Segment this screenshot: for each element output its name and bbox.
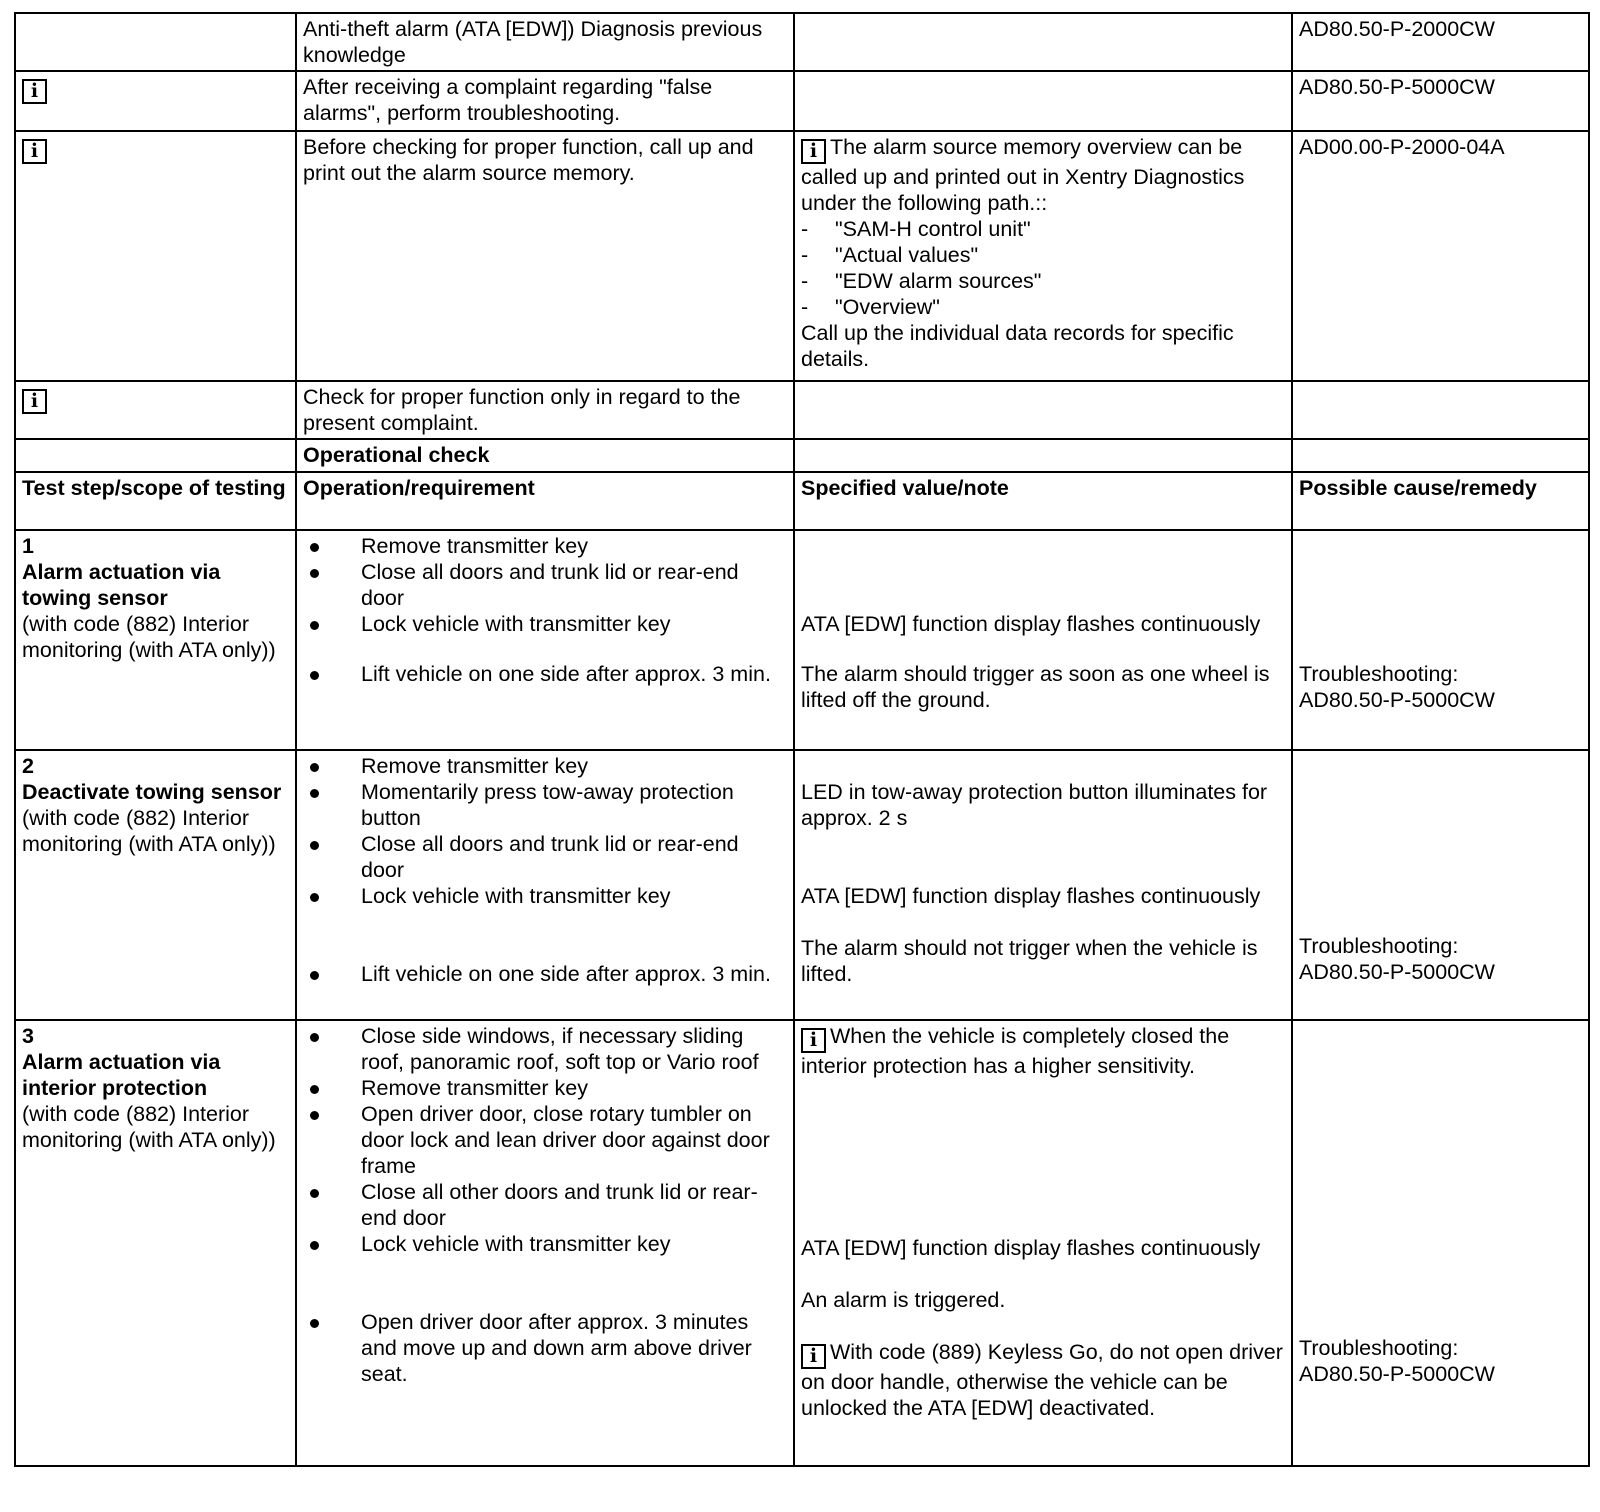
remedy-label: Troubleshooting: <box>1299 934 1459 958</box>
info-cell <box>15 71 296 131</box>
info-icon: i <box>22 139 47 164</box>
operation-item: Lock vehicle with transmitter key <box>303 883 787 909</box>
step-title: Alarm actuation via towing sensor <box>22 560 221 610</box>
operation-item: Lock vehicle with transmitter key <box>303 611 787 637</box>
info-cell <box>15 131 296 381</box>
header-test-step: Test step/scope of testing <box>15 472 296 530</box>
section-cell-empty <box>794 439 1292 472</box>
path-item: - "SAM-H control unit" <box>801 216 1285 242</box>
step-cell <box>15 1020 296 1466</box>
operation-item: Close all doors and trunk lid or rear-end door <box>303 831 787 883</box>
note-item: ATA [EDW] function display flashes continuously <box>801 612 1261 636</box>
step-number: 2 <box>22 754 34 778</box>
info-icon: i <box>801 1028 826 1053</box>
table-row <box>15 1020 1589 1466</box>
remedy-link[interactable]: AD80.50-P-5000CW <box>1299 960 1495 984</box>
test-procedure-table <box>14 12 1590 1467</box>
note-intro <box>801 134 1285 216</box>
reference-cell-empty <box>1292 381 1589 439</box>
table-row <box>15 530 1589 750</box>
note-outro: Call up the individual data records for specific details. <box>801 321 1234 371</box>
info-icon: i <box>801 1344 826 1369</box>
remedy-label: Troubleshooting: <box>1299 1336 1459 1360</box>
note-item <box>801 1023 1285 1079</box>
path-item: - "Overview" <box>801 294 1285 320</box>
reference-link[interactable]: AD80.50-P-5000CW <box>1292 71 1589 131</box>
operation-item: Lock vehicle with transmitter key <box>303 1231 787 1257</box>
operation-item: Remove transmitter key <box>303 1075 787 1101</box>
note-cell-empty <box>794 13 1292 71</box>
remedy-cell <box>1292 750 1589 1020</box>
step-cell <box>15 750 296 1020</box>
step-title: Alarm actuation via interior protection <box>22 1050 221 1100</box>
note-item: ATA [EDW] function display flashes continuously <box>801 884 1261 908</box>
info-cell <box>15 381 296 439</box>
info-icon: i <box>22 79 47 104</box>
note-item: The alarm should not trigger when the vehicle is lifted. <box>801 936 1258 986</box>
reference-link[interactable]: AD00.00-P-2000-04A <box>1292 131 1589 381</box>
table-row <box>15 381 1589 439</box>
note-cell <box>794 530 1292 750</box>
operation-item: Remove transmitter key <box>303 753 787 779</box>
header-possible-cause: Possible cause/remedy <box>1292 472 1589 530</box>
step-scope: (with code (882) Interior monitoring (with ATA only)) <box>22 612 276 662</box>
table-row <box>15 71 1589 131</box>
operation-cell <box>296 750 794 1020</box>
section-cell-empty <box>1292 439 1589 472</box>
remedy-link[interactable]: AD80.50-P-5000CW <box>1299 1362 1495 1386</box>
note-intro-text: The alarm source memory overview can be called up and printed out in Xentry Diagnostics under the following path.:: <box>801 135 1245 215</box>
note-cell <box>794 750 1292 1020</box>
table-row <box>15 13 1589 71</box>
operation-item: Lift vehicle on one side after approx. 3 min. <box>303 961 787 987</box>
operation-cell: Check for proper function only in regard to the present complaint. <box>296 381 794 439</box>
note-item: The alarm should trigger as soon as one wheel is lifted off the ground. <box>801 662 1270 712</box>
note-item <box>801 1339 1285 1421</box>
remedy-label: Troubleshooting: <box>1299 662 1459 686</box>
operation-item: Close all other doors and trunk lid or rear-end door <box>303 1179 787 1231</box>
header-row <box>15 472 1589 530</box>
note-cell-empty <box>794 381 1292 439</box>
note-text: When the vehicle is completely closed the interior protection has a higher sensitivity. <box>801 1024 1230 1078</box>
operation-cell <box>296 1020 794 1466</box>
remedy-cell <box>1292 1020 1589 1466</box>
step-cell <box>15 530 296 750</box>
info-icon: i <box>801 139 826 164</box>
path-item: - "Actual values" <box>801 242 1285 268</box>
operation-item: Remove transmitter key <box>303 533 787 559</box>
step-number: 1 <box>22 534 34 558</box>
section-row <box>15 439 1589 472</box>
section-cell-empty <box>15 439 296 472</box>
header-specified-value: Specified value/note <box>794 472 1292 530</box>
operation-cell <box>296 530 794 750</box>
reference-link[interactable]: AD80.50-P-2000CW <box>1292 13 1589 71</box>
info-icon: i <box>22 389 47 414</box>
remedy-cell <box>1292 530 1589 750</box>
operation-item: Lift vehicle on one side after approx. 3 min. <box>303 661 787 687</box>
note-cell-empty <box>794 71 1292 131</box>
operation-item: Momentarily press tow-away protection button <box>303 779 787 831</box>
step-title: Deactivate towing sensor <box>22 780 282 804</box>
step-scope: (with code (882) Interior monitoring (with ATA only)) <box>22 806 276 856</box>
table-row <box>15 131 1589 381</box>
note-cell <box>794 131 1292 381</box>
table-row <box>15 750 1589 1020</box>
note-item: ATA [EDW] function display flashes continuously <box>801 1236 1261 1260</box>
path-item: - "EDW alarm sources" <box>801 268 1285 294</box>
operation-cell: Before checking for proper function, call up and print out the alarm source memory. <box>296 131 794 381</box>
note-cell <box>794 1020 1292 1466</box>
operation-item: Close side windows, if necessary sliding roof, panoramic roof, soft top or Vario roof <box>303 1023 787 1075</box>
note-item: An alarm is triggered. <box>801 1288 1006 1312</box>
operation-item: Open driver door, close rotary tumbler on door lock and lean driver door against door frame <box>303 1101 787 1179</box>
note-text: With code (889) Keyless Go, do not open driver on door handle, otherwise the vehicle can be unlocked the ATA [EDW] deactivated. <box>801 1340 1283 1420</box>
step-number: 3 <box>22 1024 34 1048</box>
operation-item: Open driver door after approx. 3 minutes and move up and down arm above driver seat. <box>303 1309 787 1387</box>
operation-cell: After receiving a complaint regarding "false alarms", perform troubleshooting. <box>296 71 794 131</box>
section-title: Operational check <box>296 439 794 472</box>
note-item: LED in tow-away protection button illuminates for approx. 2 s <box>801 780 1268 830</box>
operation-item: Close all doors and trunk lid or rear-end door <box>303 559 787 611</box>
remedy-link[interactable]: AD80.50-P-5000CW <box>1299 688 1495 712</box>
operation-cell: Anti-theft alarm (ATA [EDW]) Diagnosis previous knowledge <box>296 13 794 71</box>
header-operation: Operation/requirement <box>296 472 794 530</box>
info-cell-empty <box>15 13 296 71</box>
step-scope: (with code (882) Interior monitoring (with ATA only)) <box>22 1102 276 1152</box>
